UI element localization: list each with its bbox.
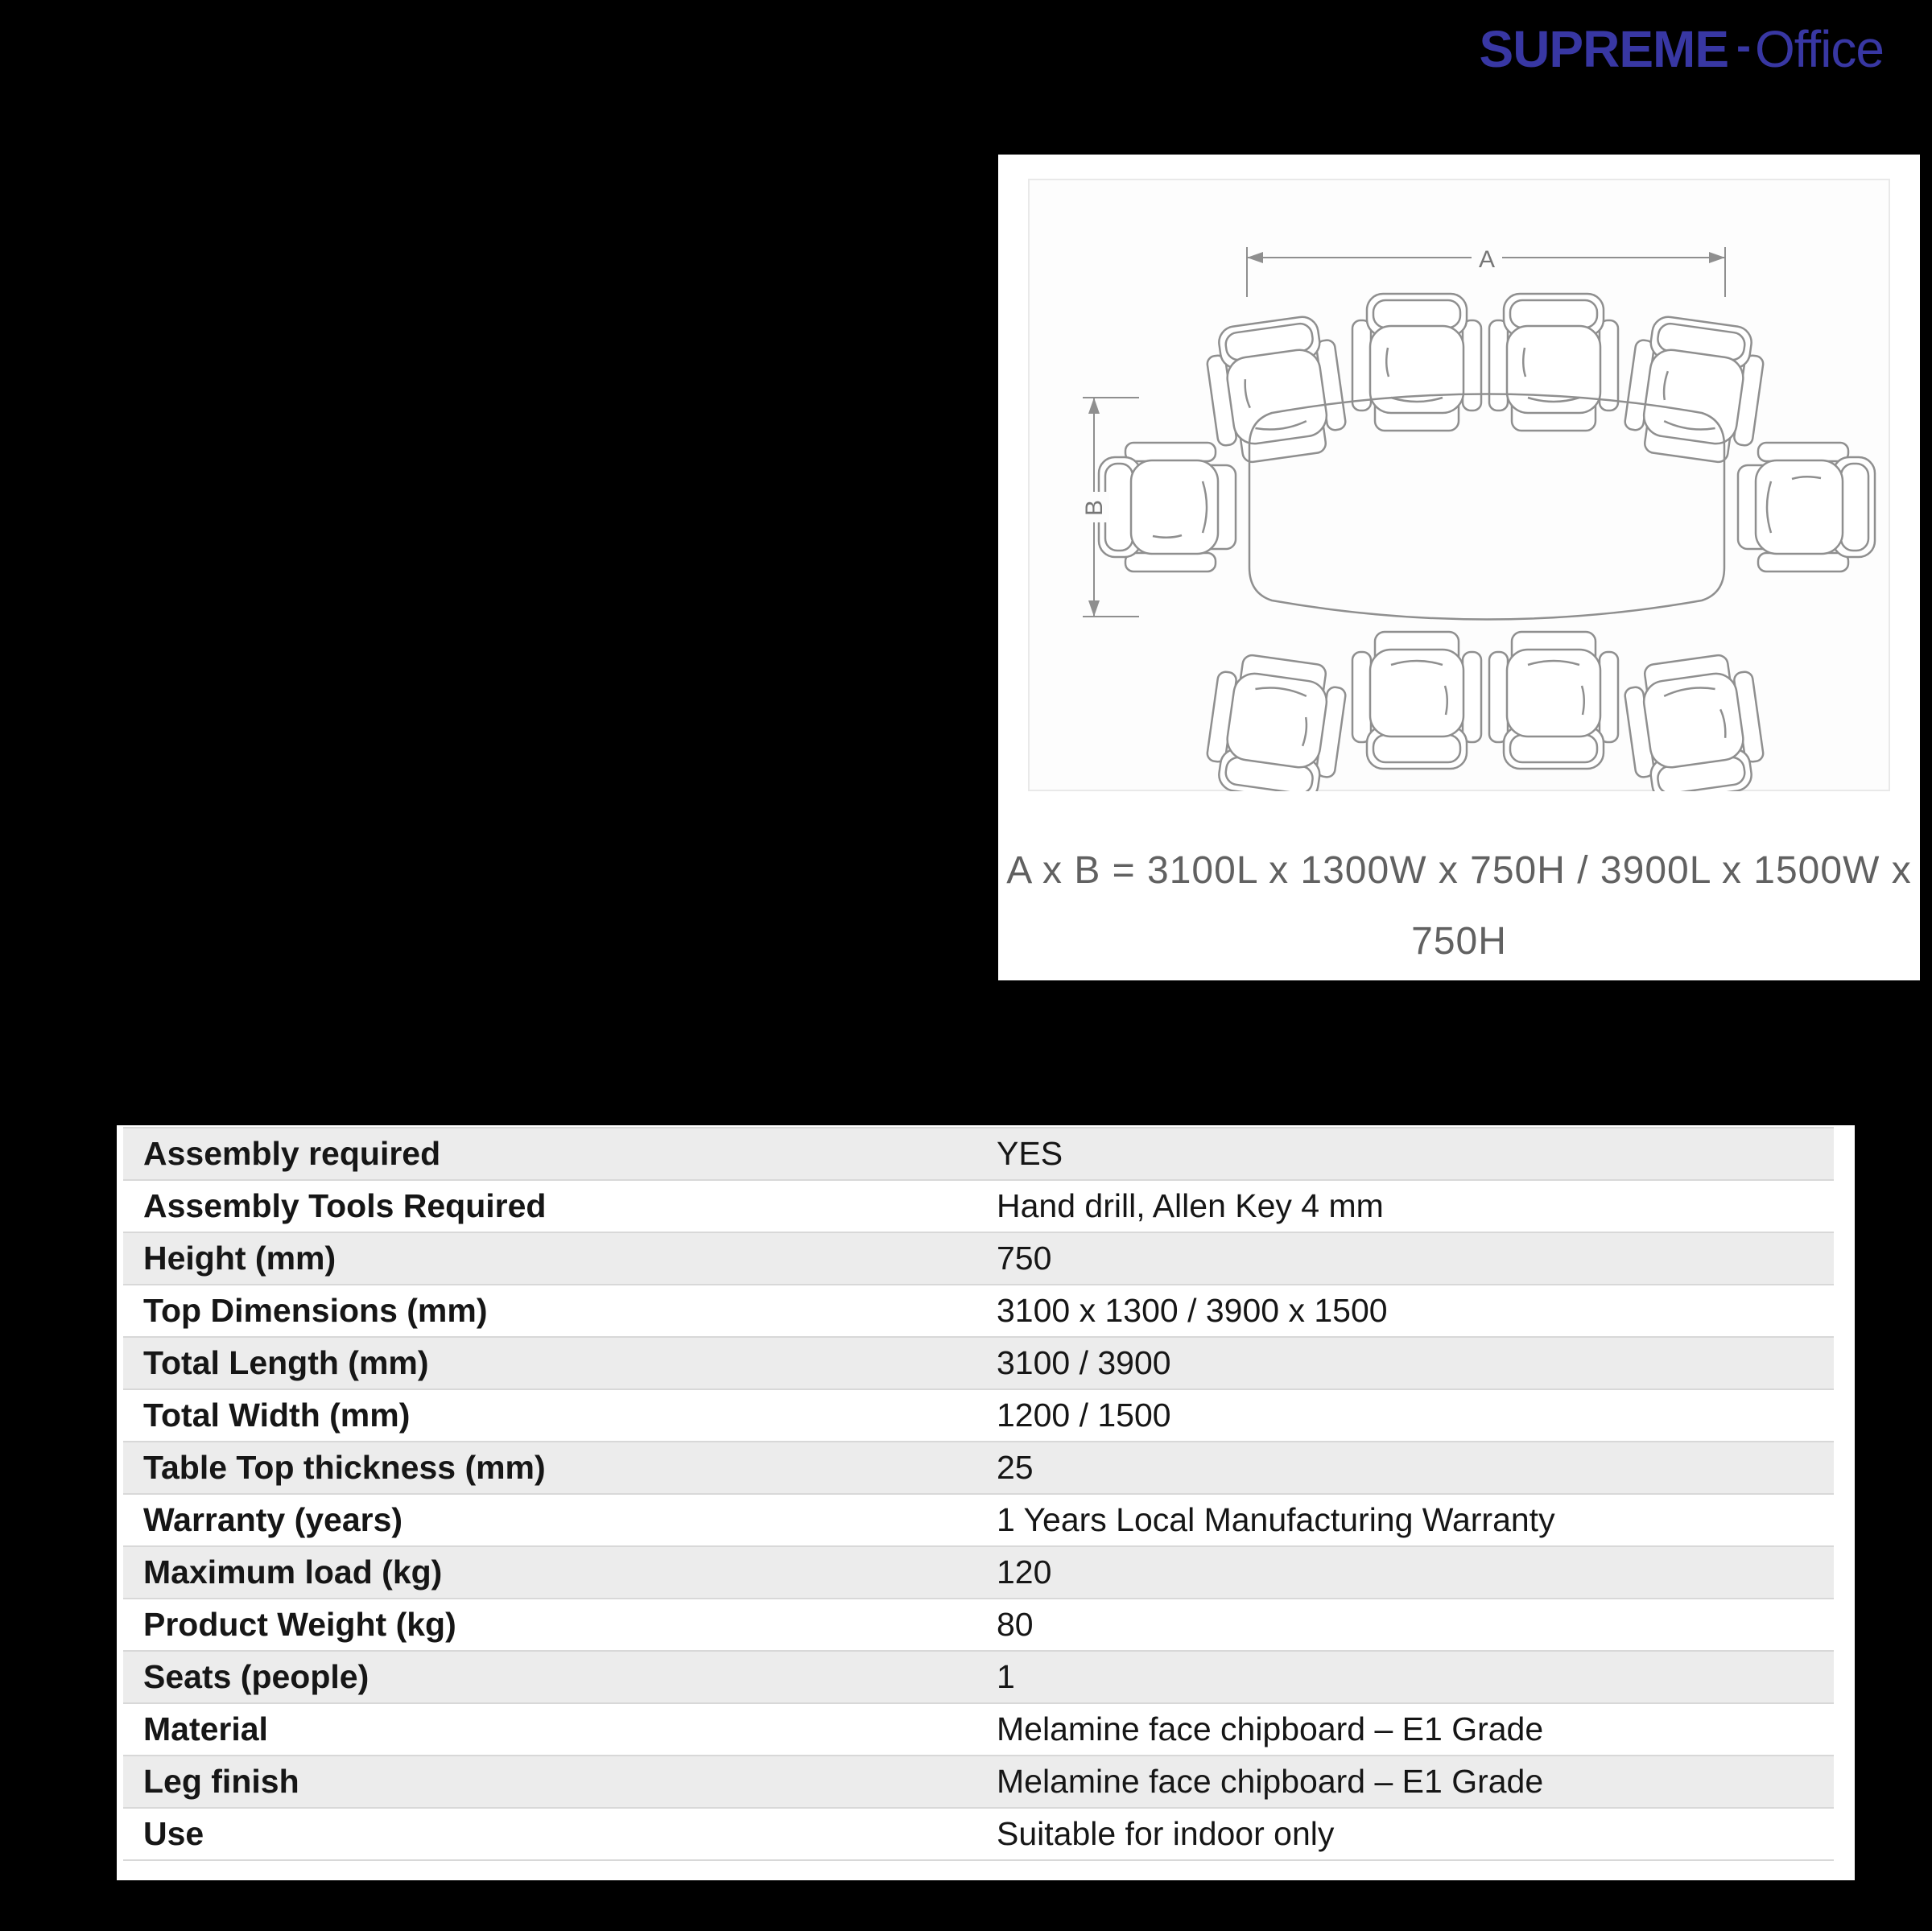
chair-icon [1203, 651, 1349, 791]
spec-table [123, 1127, 1834, 1861]
chair-icon [1738, 443, 1875, 571]
spec-label: Assembly Tools Required [143, 1187, 547, 1224]
table-row [123, 1233, 1834, 1285]
spec-value: 25 [997, 1449, 1034, 1486]
dimension-line-a [1247, 242, 1725, 297]
dim-a-label: A [1478, 246, 1496, 273]
spec-value: 3100 / 3900 [997, 1344, 1171, 1381]
brand-logo [1480, 19, 1884, 79]
table-row [123, 1285, 1834, 1338]
spec-label: Height (mm) [143, 1240, 336, 1277]
spec-table-panel [117, 1125, 1855, 1880]
chair-icon [1352, 294, 1481, 431]
chair-icon [1489, 632, 1618, 769]
spec-label: Use [143, 1815, 204, 1852]
table-row [123, 1128, 1834, 1181]
brand-dash: - [1736, 22, 1750, 70]
spec-value: 80 [997, 1606, 1034, 1643]
spec-value: YES [997, 1135, 1063, 1172]
brand-word-office: Office [1755, 20, 1884, 78]
spec-label: Warranty (years) [143, 1501, 403, 1538]
spec-label: Assembly required [143, 1135, 441, 1172]
brand-word-supreme: SUPREME [1479, 20, 1729, 78]
table-row [123, 1495, 1834, 1547]
chair-icon [1352, 632, 1481, 769]
table-row [123, 1181, 1834, 1233]
table-layout-diagram [1028, 179, 1890, 791]
spec-label: Maximum load (kg) [143, 1553, 443, 1591]
spec-label: Material [143, 1710, 268, 1747]
spec-value: 1 Years Local Manufacturing Warranty [997, 1501, 1555, 1538]
spec-label: Top Dimensions (mm) [143, 1292, 488, 1329]
spec-value: 1 [997, 1658, 1015, 1695]
spec-label: Total Length (mm) [143, 1344, 429, 1381]
table-row [123, 1338, 1834, 1390]
dimension-caption-line1: A x B = 3100L x 1300W x 750H / 3900L x 1500W x [1006, 849, 1912, 892]
dimension-caption [998, 836, 1920, 977]
spec-value: Melamine face chipboard – E1 Grade [997, 1763, 1544, 1800]
table-row [123, 1442, 1834, 1495]
table-row [123, 1547, 1834, 1599]
table-row [123, 1652, 1834, 1704]
diagram-panel [998, 155, 1920, 980]
spec-value: Melamine face chipboard – E1 Grade [997, 1710, 1544, 1747]
spec-label: Seats (people) [143, 1658, 369, 1695]
spec-label: Total Width (mm) [143, 1397, 411, 1434]
spec-value: 1200 / 1500 [997, 1397, 1171, 1434]
diagram-box [1028, 179, 1890, 791]
chair-icon [1489, 294, 1618, 431]
spec-value: Suitable for indoor only [997, 1815, 1335, 1852]
spec-label: Product Weight (kg) [143, 1606, 456, 1643]
chair-icon [1621, 651, 1768, 791]
spec-value: 120 [997, 1553, 1052, 1591]
chair-icon [1099, 443, 1236, 571]
spec-value: 3100 x 1300 / 3900 x 1500 [997, 1292, 1388, 1329]
chair-icon [1621, 313, 1768, 467]
table-row [123, 1390, 1834, 1442]
dim-b-label: B [1081, 499, 1108, 517]
dimension-caption-line2: 750H [1411, 920, 1507, 963]
spec-label: Leg finish [143, 1763, 299, 1800]
table-row [123, 1756, 1834, 1809]
table-row [123, 1599, 1834, 1652]
spec-value: Hand drill, Allen Key 4 mm [997, 1187, 1384, 1224]
chair-icon [1203, 313, 1349, 467]
table-row [123, 1809, 1834, 1861]
spec-value: 750 [997, 1240, 1052, 1277]
table-row [123, 1704, 1834, 1756]
spec-label: Table Top thickness (mm) [143, 1449, 546, 1486]
